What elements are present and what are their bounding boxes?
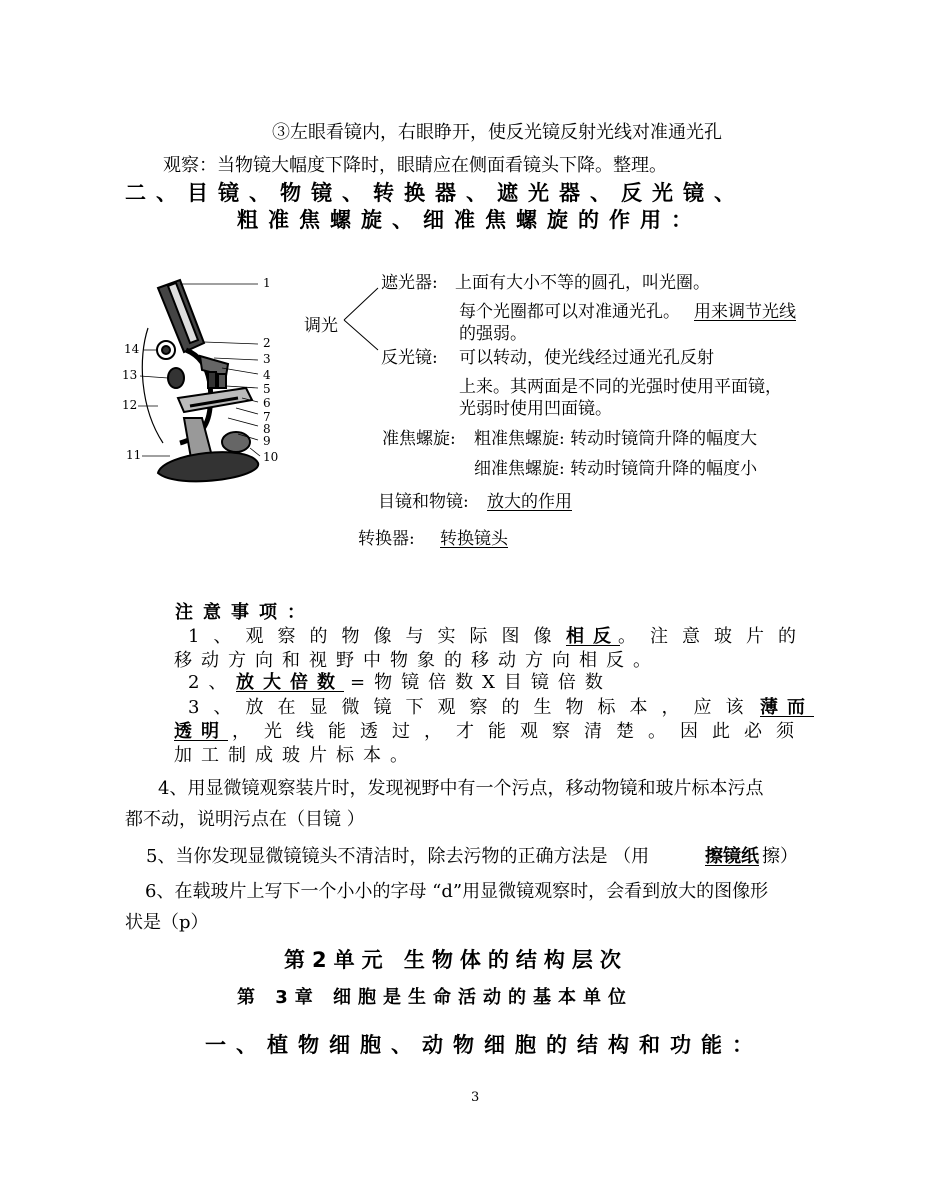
label-8: 8	[263, 422, 271, 436]
fanguang-line2: 上来。其两面是不同的光强时使用平面镜，	[459, 377, 782, 397]
note4-line1: 4、用显微镜观察装片时，发现视野中有一个污点，移动物镜和玻片标本污点	[158, 778, 764, 799]
zheguang-line1: 上面有大小不等的圆孔，叫光圈。	[455, 273, 710, 293]
note3-part-b: ，光线能透过，才能观察清楚。因此必须	[232, 721, 808, 742]
label-3: 3	[263, 352, 271, 366]
note5-part-b: 擦）	[762, 846, 798, 867]
note4-line2: 都不动，说明污点在（目镜 ）	[125, 809, 365, 830]
label-14: 14	[124, 342, 140, 356]
label-5: 5	[263, 382, 271, 396]
step-3-text: ③左眼看镜内，右眼睁开，使反光镜反射光线对准通光孔	[272, 122, 722, 143]
note1-part-a: 1、观察的物像与实际图像	[188, 626, 566, 647]
chapter-title: 第 3章 细胞是生命活动的基本单位	[237, 987, 634, 1008]
fanguang-line1: 可以转动，使光线经过通光孔反射	[459, 348, 714, 368]
note2-part-a: 2、	[188, 672, 236, 693]
note3-line3: 加工制成玻片标本。	[174, 745, 417, 766]
mujing-value: 放大的作用	[487, 492, 572, 512]
section-heading-line1: 二、目镜、物镜、转换器、遮光器、反光镜、	[125, 181, 745, 205]
note6-line2: 状是（p）	[125, 912, 209, 933]
fanguang-line3: 光弱时使用凹面镜。	[459, 399, 612, 419]
note3-underlined-2: 透明	[174, 721, 228, 742]
label-4: 4	[263, 368, 271, 382]
cu-zhunjiao-text: 粗准焦螺旋: 转动时镜筒升降的幅度大	[474, 429, 758, 449]
note1-part-b: 。注意玻片的	[618, 626, 810, 647]
note1-underlined: 相反	[566, 626, 620, 647]
note2-underlined: 放大倍数	[236, 672, 344, 693]
note5-part-a: 5、当你发现显微镜镜头不清洁时，除去污物的正确方法是 （用	[146, 846, 650, 867]
zheguang-line2a: 每个光圈都可以对准通光孔。	[459, 302, 680, 322]
note3-part-a: 3、放在显微镜下观察的生物标本，应该	[188, 697, 758, 718]
label-7: 7	[263, 410, 271, 424]
label-2: 2	[263, 336, 271, 350]
label-13: 13	[122, 368, 138, 382]
xi-zhunjiao-text: 细准焦螺旋: 转动时镜筒升降的幅度小	[474, 459, 758, 479]
label-1: 1	[263, 276, 271, 290]
unit-title: 第2单元 生物体的结构层次	[284, 948, 628, 972]
fanguang-label: 反光镜:	[381, 348, 438, 368]
note1-line2: 移动方向和视野中物象的移动方向相反。	[174, 650, 660, 671]
note2-part-b: =物镜倍数X目镜倍数	[350, 672, 612, 693]
mujing-label: 目镜和物镜:	[378, 492, 469, 512]
microscope-figure	[118, 268, 288, 498]
label-9: 9	[263, 434, 271, 448]
notes-title: 注意事项：	[175, 602, 315, 623]
label-10: 10	[263, 450, 279, 464]
page-number: 3	[471, 1090, 480, 1105]
tiaoguang-label: 调光	[304, 316, 338, 336]
zheguang-line3: 的强弱。	[459, 324, 527, 344]
label-11: 11	[126, 448, 142, 462]
note5-underlined: 擦镜纸	[705, 846, 759, 867]
zhuanhuan-label: 转换器:	[358, 529, 415, 549]
label-12: 12	[122, 398, 138, 412]
brace-lines	[340, 284, 380, 354]
note3-underlined-1: 薄而	[760, 697, 814, 718]
zheguang-line2b: 用来调节光线	[694, 302, 796, 322]
section-title: 一、植物细胞、动物细胞的结构和功能：	[205, 1033, 763, 1057]
zhunjiao-label: 准焦螺旋:	[382, 429, 456, 449]
zhuanhuan-value: 转换镜头	[440, 529, 508, 549]
observation-text: 观察：当物镜大幅度下降时，眼睛应在侧面看镜头下降。整理。	[163, 155, 667, 176]
note6-line1: 6、在载玻片上写下一个小小的字母 “d”用显微镜观察时，会看到放大的图像形	[145, 881, 769, 902]
section-heading-line2: 粗准焦螺旋、细准焦螺旋的作用：	[237, 208, 702, 232]
label-6: 6	[263, 396, 271, 410]
zheguang-label: 遮光器:	[381, 273, 438, 293]
